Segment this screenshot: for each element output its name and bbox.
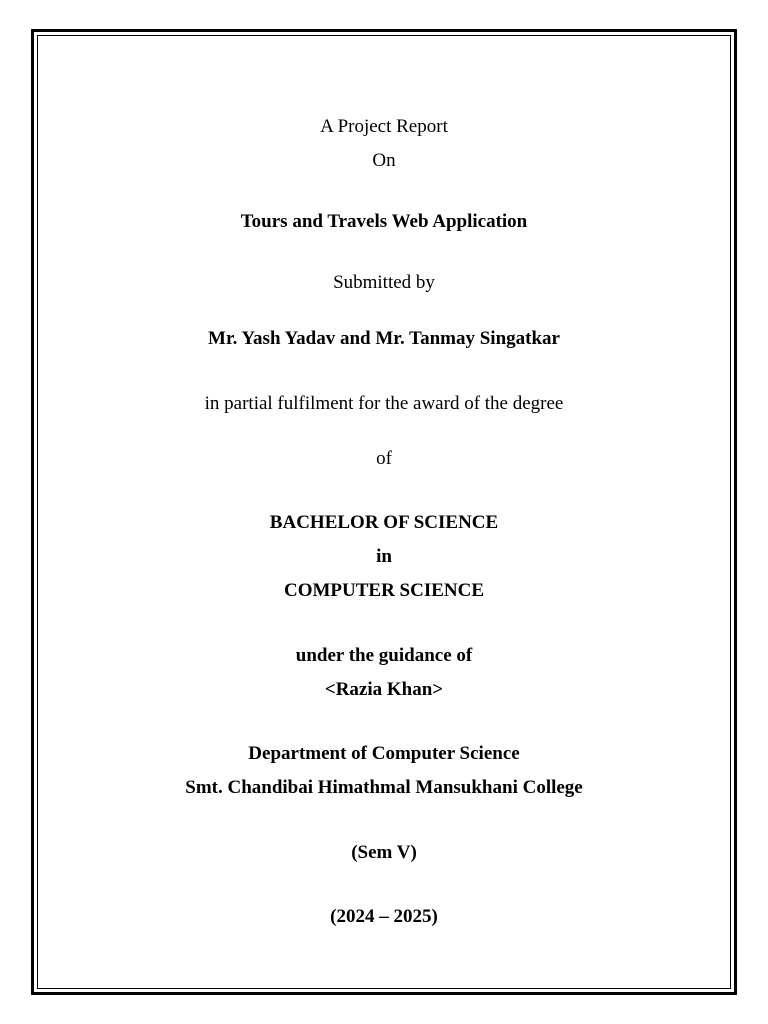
college-name: Smt. Chandibai Himathmal Mansukhani College [185, 777, 583, 798]
guidance-text: under the guidance of [295, 645, 473, 666]
in-text: in [376, 546, 392, 567]
authors: Mr. Yash Yadav and Mr. Tanmay Singatkar [208, 328, 560, 349]
academic-year: (2024 – 2025) [330, 906, 438, 927]
report-intro: A Project Report [320, 116, 448, 137]
on-text: On [372, 150, 396, 171]
fulfilment-text: in partial fulfilment for the award of the degree [204, 393, 564, 414]
project-title: Tours and Travels Web Application [240, 211, 528, 232]
department-name: Department of Computer Science [248, 743, 520, 764]
major-title: COMPUTER SCIENCE [283, 580, 485, 601]
degree-title: BACHELOR OF SCIENCE [269, 512, 499, 533]
submitted-by-text: Submitted by [333, 272, 435, 293]
guide-name: <Razia Khan> [324, 679, 444, 700]
of-text: of [376, 448, 392, 469]
semester: (Sem V) [351, 842, 417, 863]
